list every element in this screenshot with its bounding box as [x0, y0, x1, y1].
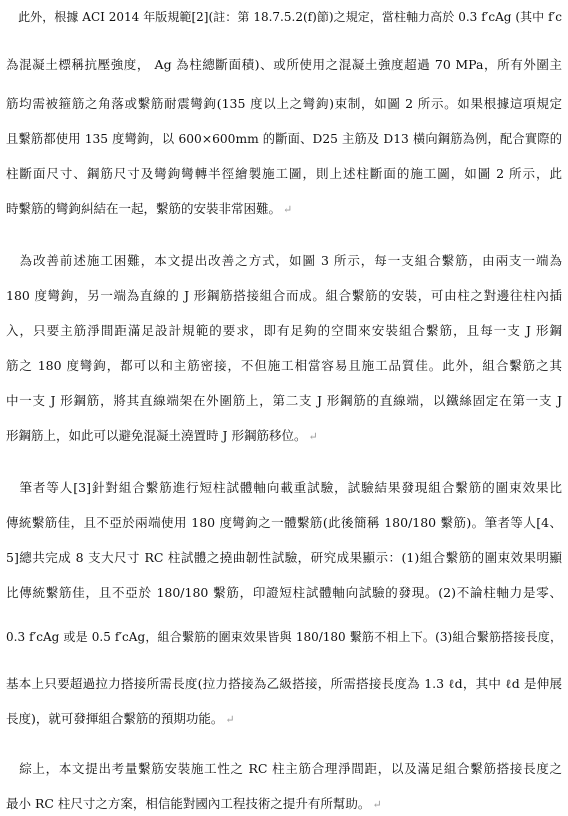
- paragraph-4-line-2-text: 最小 RC 柱尺寸之方案，相信能對國內工程技術之提升有所幫助。: [6, 796, 371, 811]
- paragraph-1-line-6-text: 時繫筋的彎鉤糾結在一起，繫筋的安裝非常困難。: [6, 201, 282, 216]
- paragraph-2-line-3: 入，只要主筋淨間距滿足設計規範的要求，即有足夠的空間來安裝組合繫筋，且每一支 J 形鋼: [6, 323, 562, 338]
- paragraph-2-line-1: 為改善前述施工困難，本文提出改善之方式，如圖 3 所示，每一支組合繫筋，由兩支一端為: [6, 253, 562, 268]
- paragraph-mark-icon: ↵: [372, 798, 382, 811]
- paragraph-4-line-2: [6, 795, 562, 814]
- paragraph-1-line-1: 此外，根據 ACI 2014 年版規範[2](註：第 18.7.5.2(f)節)之規定，當柱軸力高於 0.3 f′cAg (其中 f′c: [6, 10, 562, 24]
- paragraph-2-line-6: [6, 427, 562, 446]
- paragraph-3-line-6: 基本上只要超過拉力搭接所需長度(拉力搭接為乙級搭接，所需搭接長度為 1.3 ℓd，其中 ℓd 是伸展: [6, 676, 562, 691]
- paragraph-3-line-2: 傳統繫筋佳，且不亞於兩端使用 180 度彎鉤之一體繫筋(此後簡稱 180/180 繫筋)。筆者等人[4、: [6, 515, 562, 530]
- paragraph-3-line-7-text: 長度)，就可發揮組合繫筋的預期功能。: [6, 711, 224, 726]
- paragraph-3-line-7: [6, 710, 562, 729]
- paragraph-3-line-3: 5]總共完成 8 支大尺寸 RC 柱試體之撓曲韌性試驗，研究成果顯示：(1)組合繫筋的圍束效果明顯: [6, 550, 562, 565]
- paragraph-2-line-2: 180 度彎鉤，另一端為直線的 J 形鋼筋搭接組合而成。組合繫筋的安裝，可由柱之對邊往柱內插: [6, 288, 562, 303]
- paragraph-3-line-1: 筆者等人[3]針對組合繫筋進行短柱試體軸向載重試驗，試驗結果發現組合繫筋的圍束效果比: [6, 480, 562, 495]
- paragraph-1-line-2: 為混凝土標稱抗壓強度， Ag 為柱總斷面積)、或所使用之混凝土強度超過 70 MPa，所有外圍主: [6, 57, 562, 72]
- paragraph-1-line-5: 柱斷面尺寸、鋼筋尺寸及彎鉤彎轉半徑繪製施工圖，則上述柱斷面的施工圖，如圖 2 所示，此: [6, 166, 562, 181]
- paragraph-2-line-6-text: 形鋼筋上，如此可以避免混凝土澆置時 J 形鋼筋移位。: [6, 428, 307, 443]
- paragraph-2-line-4: 筋之 180 度彎鉤，都可以和主筋密接，不但施工相當容易且施工品質佳。此外，組合繫筋之其: [6, 358, 562, 373]
- paragraph-1-line-3: 筋均需被箍筋之角落或繫筋耐震彎鉤(135 度以上之彎鉤)束制，如圖 2 所示。如果根據這項規定: [6, 96, 562, 111]
- paragraph-4-line-1: 綜上，本文提出考量繫筋安裝施工性之 RC 柱主筋合理淨間距，以及滿足組合繫筋搭接長度之: [6, 761, 562, 776]
- paragraph-mark-icon: ↵: [308, 430, 318, 443]
- paragraph-mark-icon: ↵: [283, 203, 293, 216]
- paragraph-1-line-4: 且繫筋都使用 135 度彎鉤，以 600×600mm 的斷面、D25 主筋及 D13 橫向鋼筋為例，配合實際的: [6, 132, 562, 146]
- paragraph-1-line-6: [6, 200, 562, 219]
- paragraph-mark-icon: ↵: [225, 713, 235, 726]
- paragraph-2-line-5: 中一支 J 形鋼筋，將其直線端架在外圍筋上，第二支 J 形鋼筋的直線端，以鐵絲固定在第一支 J: [6, 393, 562, 408]
- paragraph-3-line-4: 比傳統繫筋佳，且不亞於 180/180 繫筋，印證短柱試體軸向試驗的發現。(2)不論柱軸力是零、: [6, 585, 562, 600]
- paragraph-3-line-5: 0.3 f′cAg 或是 0.5 f′cAg，組合繫筋的圍束效果皆與 180/180 繫筋不相上下。(3)組合繫筋搭接長度，: [6, 630, 562, 644]
